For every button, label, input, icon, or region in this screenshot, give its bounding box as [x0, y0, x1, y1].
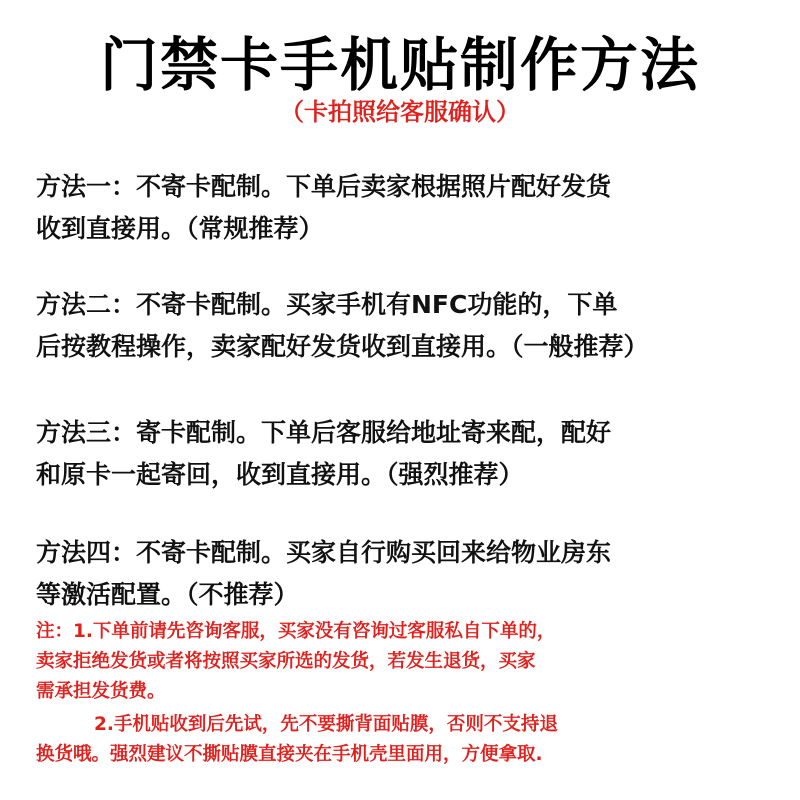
page-title: 门禁卡手机贴制作方法	[99, 31, 700, 99]
method-two-line-2: 后按教程操作，卖家配好发货收到直接用。（一般推荐）	[36, 332, 649, 361]
note-two-line-2: 换货哦。强烈建议不撕贴膜直接夹在手机壳里面用，方便拿取.	[36, 744, 543, 765]
method-two-line-1: 方法二：不寄卡配制。买家手机有NFC功能的，下单	[36, 290, 618, 319]
method-three-line-2: 和原卡一起寄回，收到直接用。（强烈推荐）	[36, 460, 524, 489]
note-one	[36, 617, 756, 707]
method-four	[36, 532, 796, 616]
method-one-line-2: 收到直接用。（常规推荐）	[36, 214, 324, 243]
method-one-line-1: 方法一：不寄卡配制。下单后卖家根据照片配好发货	[36, 172, 612, 201]
page-subtitle: （卡拍照给客服确认）	[280, 98, 520, 126]
note-two-line-1: 2.手机贴收到后先试，先不要撕背面贴膜，否则不支持退	[94, 714, 558, 735]
note-one-line-2: 卖家拒绝发货或者将按照买家所选的发货，若发生退货，买家	[36, 651, 536, 672]
method-three	[36, 412, 796, 496]
method-four-line-2: 等激活配置。（不推荐）	[36, 580, 299, 609]
method-one	[36, 166, 796, 250]
note-one-line-3: 需承担发货费。	[36, 681, 166, 702]
note-two	[36, 710, 756, 770]
note-one-line-1: 注：1.下单前请先咨询客服，买家没有咨询过客服私自下单的，	[36, 621, 556, 642]
method-two	[36, 284, 796, 368]
method-three-line-1: 方法三：寄卡配制。下单后客服给地址寄来配，配好	[36, 418, 612, 447]
method-four-line-1: 方法四：不寄卡配制。买家自行购买回来给物业房东	[36, 538, 612, 567]
